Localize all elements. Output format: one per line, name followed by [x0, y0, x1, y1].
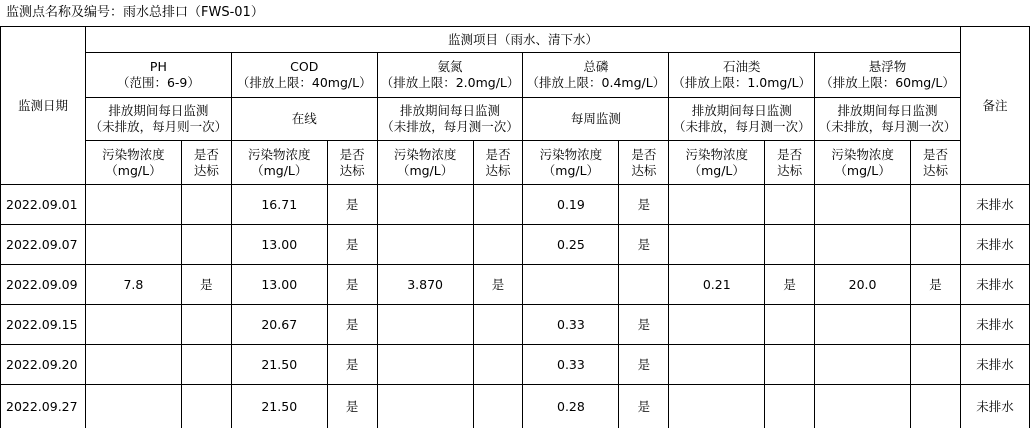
concentration-cell[interactable]: 0.33 — [523, 345, 619, 385]
concentration-cell[interactable]: 20.67 — [231, 305, 327, 345]
table-row — [1, 225, 1030, 265]
subheader-compliance[interactable]: 是否 达标 — [765, 141, 815, 185]
spreadsheet-grid — [0, 26, 1030, 428]
remark-cell[interactable]: 未排水 — [960, 185, 1029, 225]
compliance-cell[interactable]: 是 — [619, 345, 669, 385]
date-cell[interactable]: 2022.09.27 — [1, 385, 86, 428]
compliance-cell[interactable]: 是 — [327, 385, 377, 428]
concentration-cell[interactable] — [669, 345, 765, 385]
method-phosphorus[interactable]: 每周监测 — [523, 98, 669, 141]
compliance-cell[interactable] — [181, 305, 231, 345]
date-cell[interactable]: 2022.09.09 — [1, 265, 86, 305]
header-item-petroleum[interactable]: 石油类 （排放上限：1.0mg/L） — [669, 53, 815, 98]
date-cell[interactable]: 2022.09.20 — [1, 345, 86, 385]
compliance-cell[interactable]: 是 — [327, 345, 377, 385]
concentration-cell[interactable] — [815, 385, 911, 428]
date-cell[interactable]: 2022.09.01 — [1, 185, 86, 225]
method-ammonia[interactable]: 排放期间每日监测 （未排放，每月测一次） — [377, 98, 523, 141]
table-row — [1, 185, 1030, 225]
concentration-cell[interactable] — [85, 185, 181, 225]
compliance-cell[interactable] — [473, 345, 523, 385]
header-item-suspended[interactable]: 悬浮物 （排放上限：60mg/L） — [815, 53, 961, 98]
table-row — [1, 345, 1030, 385]
compliance-cell[interactable] — [473, 305, 523, 345]
compliance-cell[interactable] — [181, 225, 231, 265]
compliance-cell[interactable] — [911, 185, 961, 225]
compliance-cell[interactable] — [765, 385, 815, 428]
subheader-concentration[interactable]: 污染物浓度 （mg/L） — [231, 141, 327, 185]
monitoring-point-title: 监测点名称及编号：雨水总排口（FWS-01） — [6, 5, 264, 20]
compliance-cell[interactable] — [911, 385, 961, 428]
concentration-cell[interactable] — [85, 345, 181, 385]
compliance-cell[interactable]: 是 — [327, 225, 377, 265]
concentration-cell[interactable]: 21.50 — [231, 345, 327, 385]
method-cod[interactable]: 在线 — [231, 98, 377, 141]
concentration-cell[interactable] — [85, 225, 181, 265]
concentration-cell[interactable]: 16.71 — [231, 185, 327, 225]
concentration-cell[interactable] — [815, 225, 911, 265]
method-petroleum[interactable]: 排放期间每日监测 （未排放，每月测一次） — [669, 98, 815, 141]
concentration-cell[interactable]: 0.28 — [523, 385, 619, 428]
concentration-cell[interactable]: 0.33 — [523, 305, 619, 345]
remark-cell[interactable]: 未排水 — [960, 225, 1029, 265]
concentration-cell[interactable] — [815, 305, 911, 345]
compliance-cell[interactable] — [181, 385, 231, 428]
concentration-cell[interactable]: 0.25 — [523, 225, 619, 265]
concentration-cell[interactable] — [815, 185, 911, 225]
concentration-cell[interactable] — [85, 305, 181, 345]
compliance-cell[interactable]: 是 — [619, 225, 669, 265]
concentration-cell[interactable]: 7.8 — [85, 265, 181, 305]
subheader-compliance[interactable]: 是否 达标 — [619, 141, 669, 185]
concentration-cell[interactable] — [377, 345, 473, 385]
remark-cell[interactable]: 未排水 — [960, 305, 1029, 345]
concentration-cell[interactable]: 20.0 — [815, 265, 911, 305]
compliance-cell[interactable]: 是 — [911, 265, 961, 305]
concentration-cell[interactable] — [669, 185, 765, 225]
header-item-ph[interactable]: PH （范围：6-9） — [85, 53, 231, 98]
subheader-concentration[interactable]: 污染物浓度 （mg/L） — [523, 141, 619, 185]
compliance-cell[interactable]: 是 — [181, 265, 231, 305]
subheader-concentration[interactable]: 污染物浓度 （mg/L） — [669, 141, 765, 185]
compliance-cell[interactable] — [765, 225, 815, 265]
compliance-cell[interactable] — [911, 225, 961, 265]
compliance-cell[interactable]: 是 — [765, 265, 815, 305]
compliance-cell[interactable] — [765, 185, 815, 225]
concentration-cell[interactable] — [377, 185, 473, 225]
concentration-cell[interactable]: 13.00 — [231, 225, 327, 265]
concentration-cell[interactable] — [377, 305, 473, 345]
compliance-cell[interactable]: 是 — [327, 305, 377, 345]
compliance-cell[interactable] — [473, 385, 523, 428]
compliance-cell[interactable]: 是 — [327, 265, 377, 305]
concentration-cell[interactable] — [815, 345, 911, 385]
concentration-cell[interactable]: 21.50 — [231, 385, 327, 428]
subheader-compliance[interactable]: 是否 达标 — [181, 141, 231, 185]
compliance-cell[interactable] — [473, 185, 523, 225]
concentration-cell[interactable] — [669, 305, 765, 345]
date-cell[interactable]: 2022.09.07 — [1, 225, 86, 265]
compliance-cell[interactable] — [765, 345, 815, 385]
compliance-cell[interactable]: 是 — [327, 185, 377, 225]
concentration-cell[interactable] — [669, 385, 765, 428]
concentration-cell[interactable]: 13.00 — [231, 265, 327, 305]
header-item-cod[interactable]: COD （排放上限：40mg/L） — [231, 53, 377, 98]
compliance-cell[interactable]: 是 — [619, 185, 669, 225]
concentration-cell[interactable] — [377, 225, 473, 265]
compliance-cell[interactable] — [181, 345, 231, 385]
header-remark[interactable]: 备注 — [960, 27, 1029, 185]
concentration-cell[interactable] — [377, 385, 473, 428]
compliance-cell[interactable]: 是 — [473, 265, 523, 305]
compliance-cell[interactable]: 是 — [619, 305, 669, 345]
subheader-concentration[interactable]: 污染物浓度 （mg/L） — [377, 141, 473, 185]
header-project[interactable]: 监测项目（雨水、清下水） — [85, 27, 960, 53]
concentration-cell[interactable]: 0.19 — [523, 185, 619, 225]
table-row — [1, 305, 1030, 345]
compliance-cell[interactable] — [911, 345, 961, 385]
concentration-cell[interactable] — [669, 225, 765, 265]
remark-cell[interactable]: 未排水 — [960, 385, 1029, 428]
compliance-cell[interactable] — [181, 185, 231, 225]
compliance-cell[interactable] — [765, 305, 815, 345]
header-item-phosphorus[interactable]: 总磷 （排放上限：0.4mg/L） — [523, 53, 669, 98]
table-row — [1, 265, 1030, 305]
subheader-concentration[interactable]: 污染物浓度 （mg/L） — [85, 141, 181, 185]
header-date[interactable]: 监测日期 — [1, 27, 86, 185]
remark-cell[interactable]: 未排水 — [960, 265, 1029, 305]
table-row — [1, 385, 1030, 428]
concentration-cell[interactable] — [85, 385, 181, 428]
header-item-ammonia[interactable]: 氨氮 （排放上限：2.0mg/L） — [377, 53, 523, 98]
subheader-concentration[interactable]: 污染物浓度 （mg/L） — [815, 141, 911, 185]
compliance-cell[interactable] — [911, 305, 961, 345]
subheader-compliance[interactable]: 是否 达标 — [473, 141, 523, 185]
data-rows — [1, 185, 1030, 428]
concentration-cell[interactable]: 0.21 — [669, 265, 765, 305]
remark-cell[interactable]: 未排水 — [960, 345, 1029, 385]
method-ph[interactable]: 排放期间每日监测 （未排放，每月则一次） — [85, 98, 231, 141]
concentration-cell[interactable] — [523, 265, 619, 305]
subheader-compliance[interactable]: 是否 达标 — [327, 141, 377, 185]
method-suspended[interactable]: 排放期间每日监测 （未排放，每月测一次） — [815, 98, 961, 141]
compliance-cell[interactable]: 是 — [619, 385, 669, 428]
compliance-cell[interactable] — [473, 225, 523, 265]
compliance-cell[interactable] — [619, 265, 669, 305]
date-cell[interactable]: 2022.09.15 — [1, 305, 86, 345]
monitoring-table — [0, 26, 1030, 428]
concentration-cell[interactable]: 3.870 — [377, 265, 473, 305]
subheader-compliance[interactable]: 是否 达标 — [911, 141, 961, 185]
